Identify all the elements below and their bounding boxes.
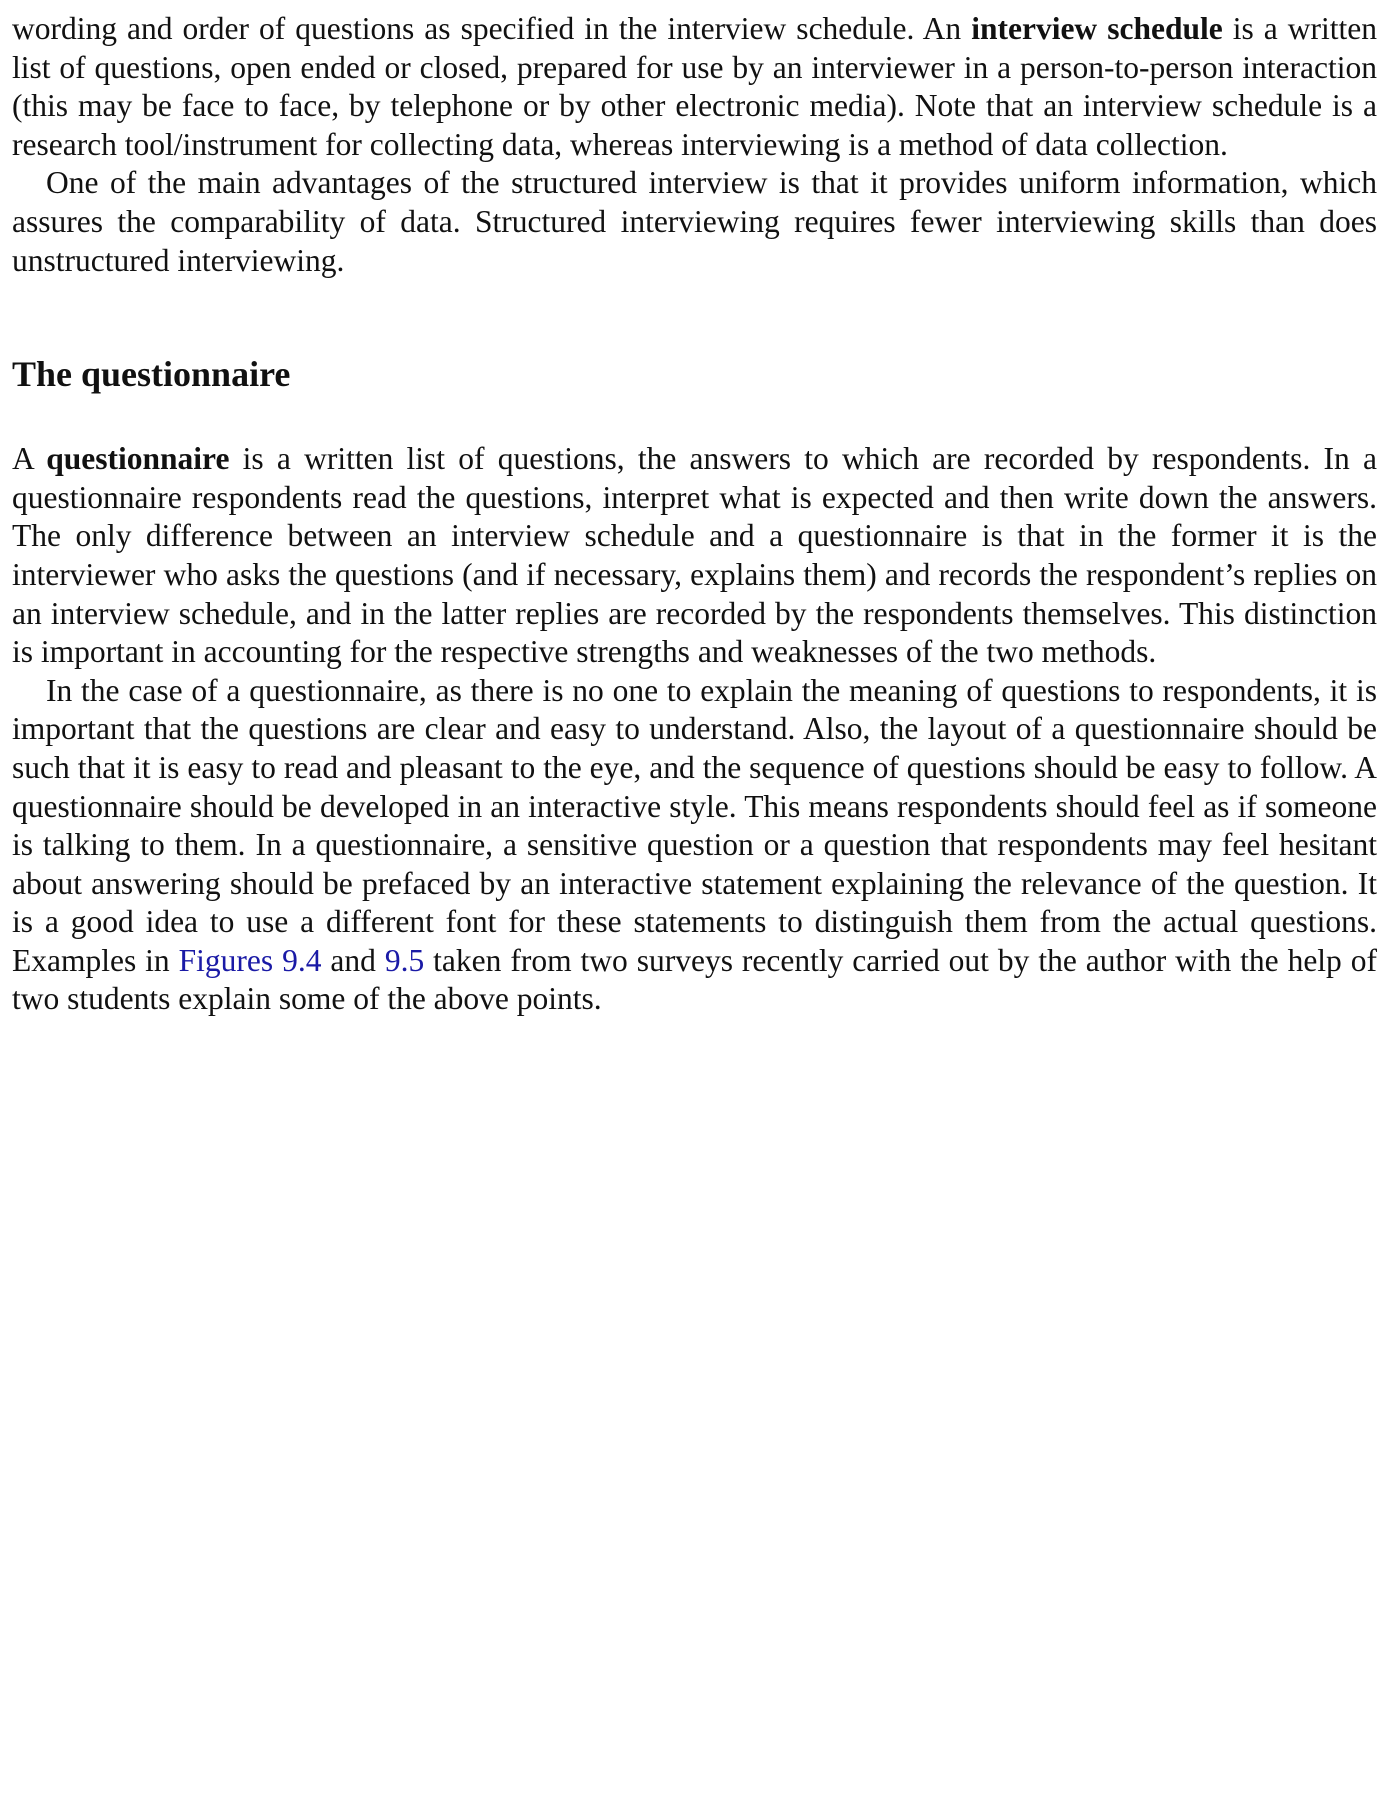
- text-run: wording and order of questions as specified in the interview schedule. An: [12, 11, 972, 46]
- paragraph-questionnaire-design: [12, 672, 1377, 1019]
- section-heading: The questionnaire: [12, 354, 291, 395]
- bold-term-interview-schedule: interview schedule: [971, 11, 1223, 46]
- text-run: In the case of a questionnaire, as there is no one to explain the meaning of questions to respondents, it is important that the questions are clear and easy to understand. Also, the layout of a questionnaire should be such that it is easy to read and pleasant to the eye, and the sequence of questions should be easy to follow. A questionnaire should be developed in an interactive style. This means respondents should feel as if someone is talking to them. In a questionnaire, a sensitive question or a question that respondents may feel hesitant about answering should be prefaced by an interactive statement explaining the relevance of the question. It is a good idea to use a different font for these statements to distinguish them from the actual questions. Examples in: [12, 672, 1377, 978]
- figure-link-9-5[interactable]: 9.5: [384, 942, 425, 978]
- text-run: is a written list of questions, the answers to which are recorded by respondents. In a questionnaire respondents read the questions, interpret what is expected and then write down the answers. The only difference between an interview schedule and a questionnaire is that in the former it is the interviewer who asks the questions (and if necessary, explains them) and records the respondent’s replies on an interview schedule, and in the latter replies are recorded by the respondents themselves. This distinction is important in accounting for the respective strengths and weaknesses of the two methods.: [12, 441, 1377, 670]
- paragraph-questionnaire-definition: [12, 440, 1377, 672]
- text-run: is a written list of questions, open ended or closed, prepared for use by an interviewer in a person-to-person interaction (this may be face to face, by telephone or by other electronic media). Note that an interview schedule is a research tool/instrument for collecting data, whereas interviewing is a method of data collection.: [12, 11, 1378, 162]
- paragraph-structured-interview-advantages: [12, 164, 1377, 280]
- bold-term-questionnaire: questionnaire: [46, 441, 230, 477]
- paragraph-interview-schedule: [12, 10, 1377, 164]
- text-run: One of the main advantages of the structured interview is that it provides uniform information, which assures the comparability of data. Structured interviewing requires fewer interviewing skills than does unstructured interviewing.: [12, 165, 1377, 278]
- figure-link-9-4[interactable]: Figures 9.4: [178, 942, 322, 978]
- document-page: [12, 10, 1377, 1019]
- text-run: taken from two surveys recently carried out by the author with the help of two students explain some of the above points.: [12, 942, 1377, 1017]
- text-run: and: [321, 942, 385, 978]
- text-run: A: [12, 441, 47, 477]
